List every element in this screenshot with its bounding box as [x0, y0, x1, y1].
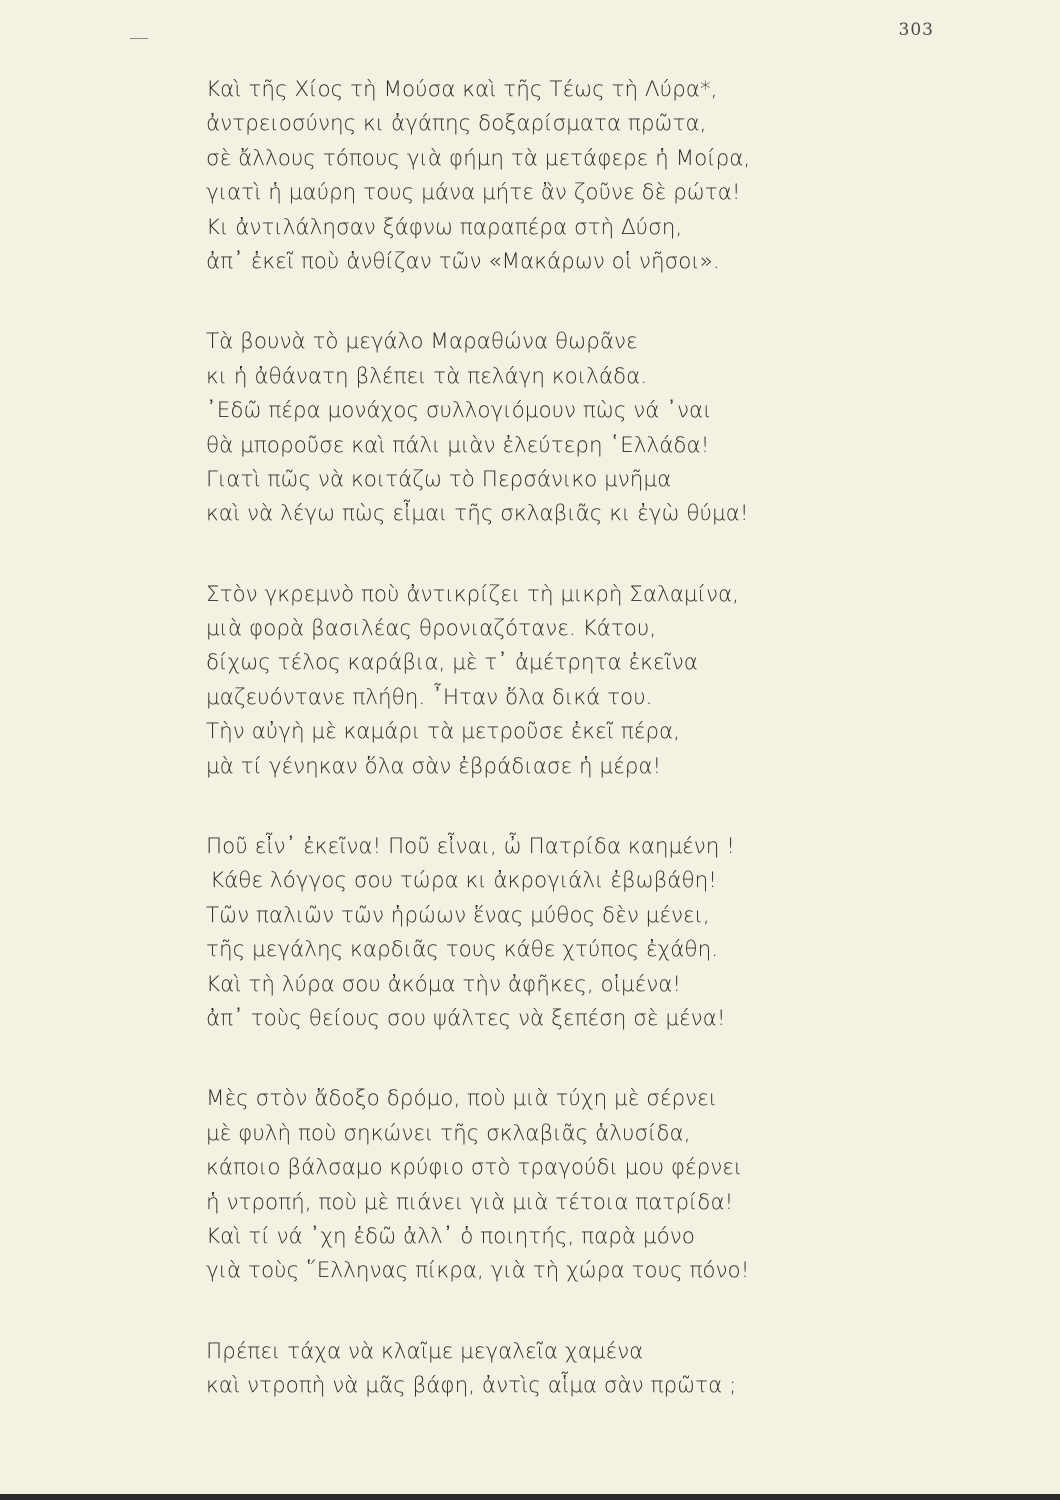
verse-line: Κι ἀντιλάλησαν ξάφνω παραπέρα στὴ Δύση, [206, 214, 683, 240]
verse-line: μιὰ φορὰ βασιλέας θρονιαζότανε. Κάτου, [206, 616, 657, 642]
stanza-1 [206, 73, 846, 279]
verse-line: Ποῦ εἶν᾿ ἐκεῖνα! Ποῦ εἶναι, ὦ Πατρίδα καημένη ! [206, 834, 735, 860]
verse-line: Κάθε λόγγος σου τώρα κι ἀκρογιάλι ἐβωβάθη! [210, 868, 717, 894]
verse-line: Τὰ βουνὰ τὸ μεγάλο Μαραθώνα θωρᾶνε [206, 329, 638, 355]
verse-line: ἀντρειοσύνης κι ἀγάπης δοξαρίσματα πρῶτα, [206, 111, 707, 137]
verse-line: τῆς μεγάλης καρδιᾶς τους κάθε χτύπος ἐχάθη. [206, 937, 719, 963]
corner-mark [130, 38, 148, 39]
verse-line: Πρέπει τάχα νὰ κλαῖμε μεγαλεῖα χαμένα [206, 1338, 644, 1364]
verse-line: Στὸν γκρεμνὸ ποὺ ἀντικρίζει τὴ μικρὴ Σαλαμίνα, [206, 581, 739, 607]
stanza-5 [206, 1082, 846, 1288]
verse-line: ᾿Εδῶ πέρα μονάχος συλλογιόμουν πὼς νά ᾿ναι [206, 398, 712, 424]
stanza-6 [206, 1335, 846, 1404]
verse-line: μαζευόντανε πλήθη. ῏Ηταν ὅλα δικά του. [206, 684, 653, 710]
verse-line: ἡ ντροπή, ποὺ μὲ πιάνει γιὰ μιὰ τέτοια πατρίδα! [206, 1189, 734, 1215]
verse-line: Μὲς στὸν ἄδοξο δρόμο, ποὺ μιὰ τύχη μὲ σέρνει [206, 1086, 718, 1112]
verse-line: Καὶ τί νά ᾿χη ἐδῶ ἀλλ᾿ ὁ ποιητής, παρὰ μόνο [206, 1223, 695, 1249]
verse-line: μὲ φυλὴ ποὺ σηκώνει τῆς σκλαβιᾶς ἁλυσίδα, [206, 1120, 691, 1146]
poem-body [206, 73, 846, 1404]
verse-line: ἀπ᾿ ἐκεῖ ποὺ ἀνθίζαν τῶν «Μακάρων οἱ νῆσοι». [206, 248, 720, 274]
verse-line: ἀπ᾿ τοὺς θείους σου ψάλτες νὰ ξεπέση σὲ μένα! [206, 1005, 726, 1031]
verse-line: θὰ μποροῦσε καὶ πάλι μιὰν ἐλεύτερη ῾Ελλάδα! [206, 432, 710, 458]
verse-line: καὶ νὰ λέγω πὼς εἶμαι τῆς σκλαβιᾶς κι ἐγὼ θύμα! [206, 501, 749, 527]
verse-line: Γιατὶ πῶς νὰ κοιτάζω τὸ Περσάνικο μνῆμα [206, 466, 672, 492]
verse-line: Καὶ τὴ λύρα σου ἀκόμα τὴν ἀφῆκες, οἰμένα! [206, 971, 682, 997]
verse-line: γιατὶ ἡ μαύρη τους μάνα μήτε ἂν ζοῦνε δὲ ρώτα! [206, 180, 741, 206]
verse-line: γιὰ τοὺς ῞Ελληνας πίκρα, γιὰ τὴ χώρα τους πόνο! [206, 1258, 750, 1284]
page-number: 303 [898, 20, 934, 40]
verse-line: Τῶν παλιῶν τῶν ἡρώων ἕνας μύθος δὲν μένει, [206, 902, 710, 928]
verse-line: δίχως τέλος καράβια, μὲ τ᾿ ἀμέτρητα ἐκεῖνα [206, 650, 698, 676]
verse-line: Τὴν αὐγὴ μὲ καμάρι τὰ μετροῦσε ἐκεῖ πέρα, [206, 719, 680, 745]
stanza-2 [206, 325, 846, 531]
verse-line: κι ἡ ἀθάνατη βλέπει τὰ πελάγη κοιλάδα. [206, 363, 648, 389]
verse-line: κάποιο βάλσαμο κρύφιο στὸ τραγούδι μου φέρνει [206, 1155, 743, 1181]
stanza-3 [206, 578, 846, 784]
verse-line: καὶ ντροπὴ νὰ μᾶς βάφη, ἀντὶς αἷμα σὰν πρῶτα ; [206, 1373, 737, 1399]
verse-line: σὲ ἄλλους τόπους γιὰ φήμη τὰ μετάφερε ἡ Μοίρα, [206, 145, 751, 171]
verse-line: μὰ τί γένηκαν ὅλα σὰν ἐβράδιασε ἡ μέρα! [206, 753, 662, 779]
stanza-4 [206, 830, 846, 1036]
verse-line: Καὶ τῆς Χίος τὴ Μούσα καὶ τῆς Τέως τὴ Λύρα*, [206, 77, 718, 102]
